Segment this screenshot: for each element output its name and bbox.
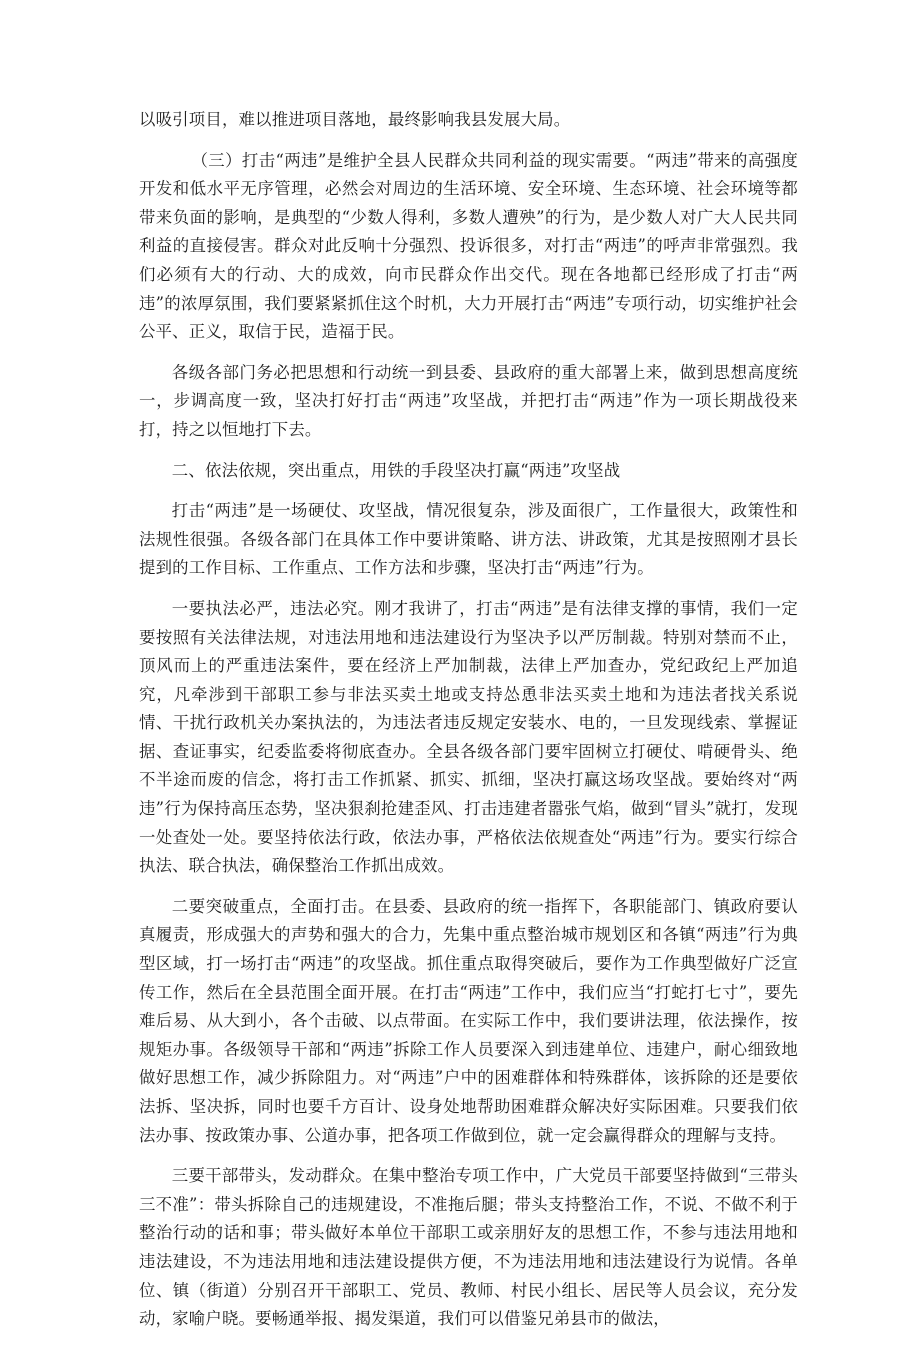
- paragraph-cadres-lead: 三要干部带头，发动群众。在集中整治专项工作中，广大党员干部要坚持做到“三带头三不准”：带头拆除自己的违规建设，不准拖后腿；带头支持整治工作，不说、不做不利于整治行动的话和事；带头做好本单位干部职工或亲朋好友的思想工作，不参与违法用地和违法建设，不为违法用地和违法建设提供方便，不为违法用地和违法建设行为说情。各单位、镇（街道）分别召开干部职工、党员、教师、村民小组长、居民等人员会议，充分发动，家喻户晓。要畅通举报、揭发渠道，我们可以借鉴兄弟县市的做法，: [139, 1166, 798, 1329]
- document-body: [139, 106, 798, 1346]
- paragraph-strict-enforcement: 一要执法必严，违法必究。刚才我讲了，打击“两违”是有法律支撑的事情，我们一定要按照有关法律法规，对违法用地和违法建设行为坚决予以严厉制裁。特别对禁而不止，顶风而上的严重违法案件，要在经济上严加制裁，法律上严加查办，党纪政纪上严加追究，凡牵涉到干部职工参与非法买卖土地或支持怂恿非法买卖土地和为违法者找关系说情、干扰行政机关办案执法的，为违法者违反规定安装水、电的，一旦发现线索、掌握证据、查证事实，纪委监委将彻底查办。全县各级各部门要牢固树立打硬仗、啃硬骨头、绝不半途而废的信念，将打击工作抓紧、抓实、抓细，坚决打赢这场攻坚战。要始终对“两违”行为保持高压态势，坚决狠刹抢建歪风、打击违建者嚣张气焰，做到“冒头”就打，发现一处查处一处。要坚持依法行政，依法办事，严格依法依规查处“两违”行为。要实行综合执法、联合执法，确保整治工作抓出成效。: [139, 598, 798, 876]
- paragraph-section-3: （三）打击“两违”是维护全县人民群众共同利益的现实需要。“两违”带来的高强度开发和低水平无序管理，必然会对周边的生活环境、安全环境、生态环境、社会环境等都带来负面的影响，是典型的“少数人得利，多数人遭殃”的行为，是少数人对广大人民共同利益的直接侵害。群众对此反响十分强烈、投诉很多，对打击“两违”的呼声非常强烈。我们必须有大的行动、大的成效，向市民群众作出交代。现在各地都已经形成了打击“两违”的浓厚氛围，我们要紧紧抓住这个时机，大力开展打击“两违”专项行动，切实维护社会公平、正义，取信于民，造福于民。: [139, 150, 798, 342]
- paragraph-breakthrough: 二要突破重点，全面打击。在县委、县政府的统一指挥下，各职能部门、镇政府要认真履责，形成强大的声势和强大的合力，先集中重点整治城市规划区和各镇“两违”行为典型区域，打一场打击“两违”的攻坚战。抓住重点取得突破后，要作为工作典型做好广泛宣传工作，然后在全县范围全面开展。在打击“两违”工作中，我们应当“打蛇打七寸”，要先难后易、从大到小，各个击破、以点带面。在实际工作中，我们要讲法理，依法操作，按规矩办事。各级领导干部和“两违”拆除工作人员要深入到违建单位、违建户，耐心细致地做好思想工作，减少拆除阻力。对“两违”户中的困难群体和特殊群体，该拆除的还是要依法拆、坚决拆，同时也要千方百计、设身处地帮助困难群众解决好实际困难。只要我们依法办事、按政策办事、公道办事，把各项工作做到位，就一定会赢得群众的理解与支持。: [139, 896, 798, 1145]
- paragraph-unify-thinking: 各级各部门务必把思想和行动统一到县委、县政府的重大部署上来，做到思想高度统一，步调高度一致，坚决打好打击“两违”攻坚战，并把打击“两违”作为一项长期战役来打，持之以恒地打下去。: [139, 362, 798, 439]
- paragraph-hard-battle: 打击“两违”是一场硬仗、攻坚战，情况很复杂，涉及面很广，工作量很大，政策性和法规性很强。各级各部门在具体工作中要讲策略、讲方法、讲政策，尤其是按照刚才县长提到的工作目标、工作重点、工作方法和步骤，坚决打击“两违”行为。: [139, 501, 798, 578]
- paragraph-continuation: 以吸引项目，难以推进项目落地，最终影响我县发展大局。: [139, 110, 571, 129]
- section-heading-2: 二、依法依规，突出重点，用铁的手段坚决打赢“两违”攻坚战: [171, 460, 621, 480]
